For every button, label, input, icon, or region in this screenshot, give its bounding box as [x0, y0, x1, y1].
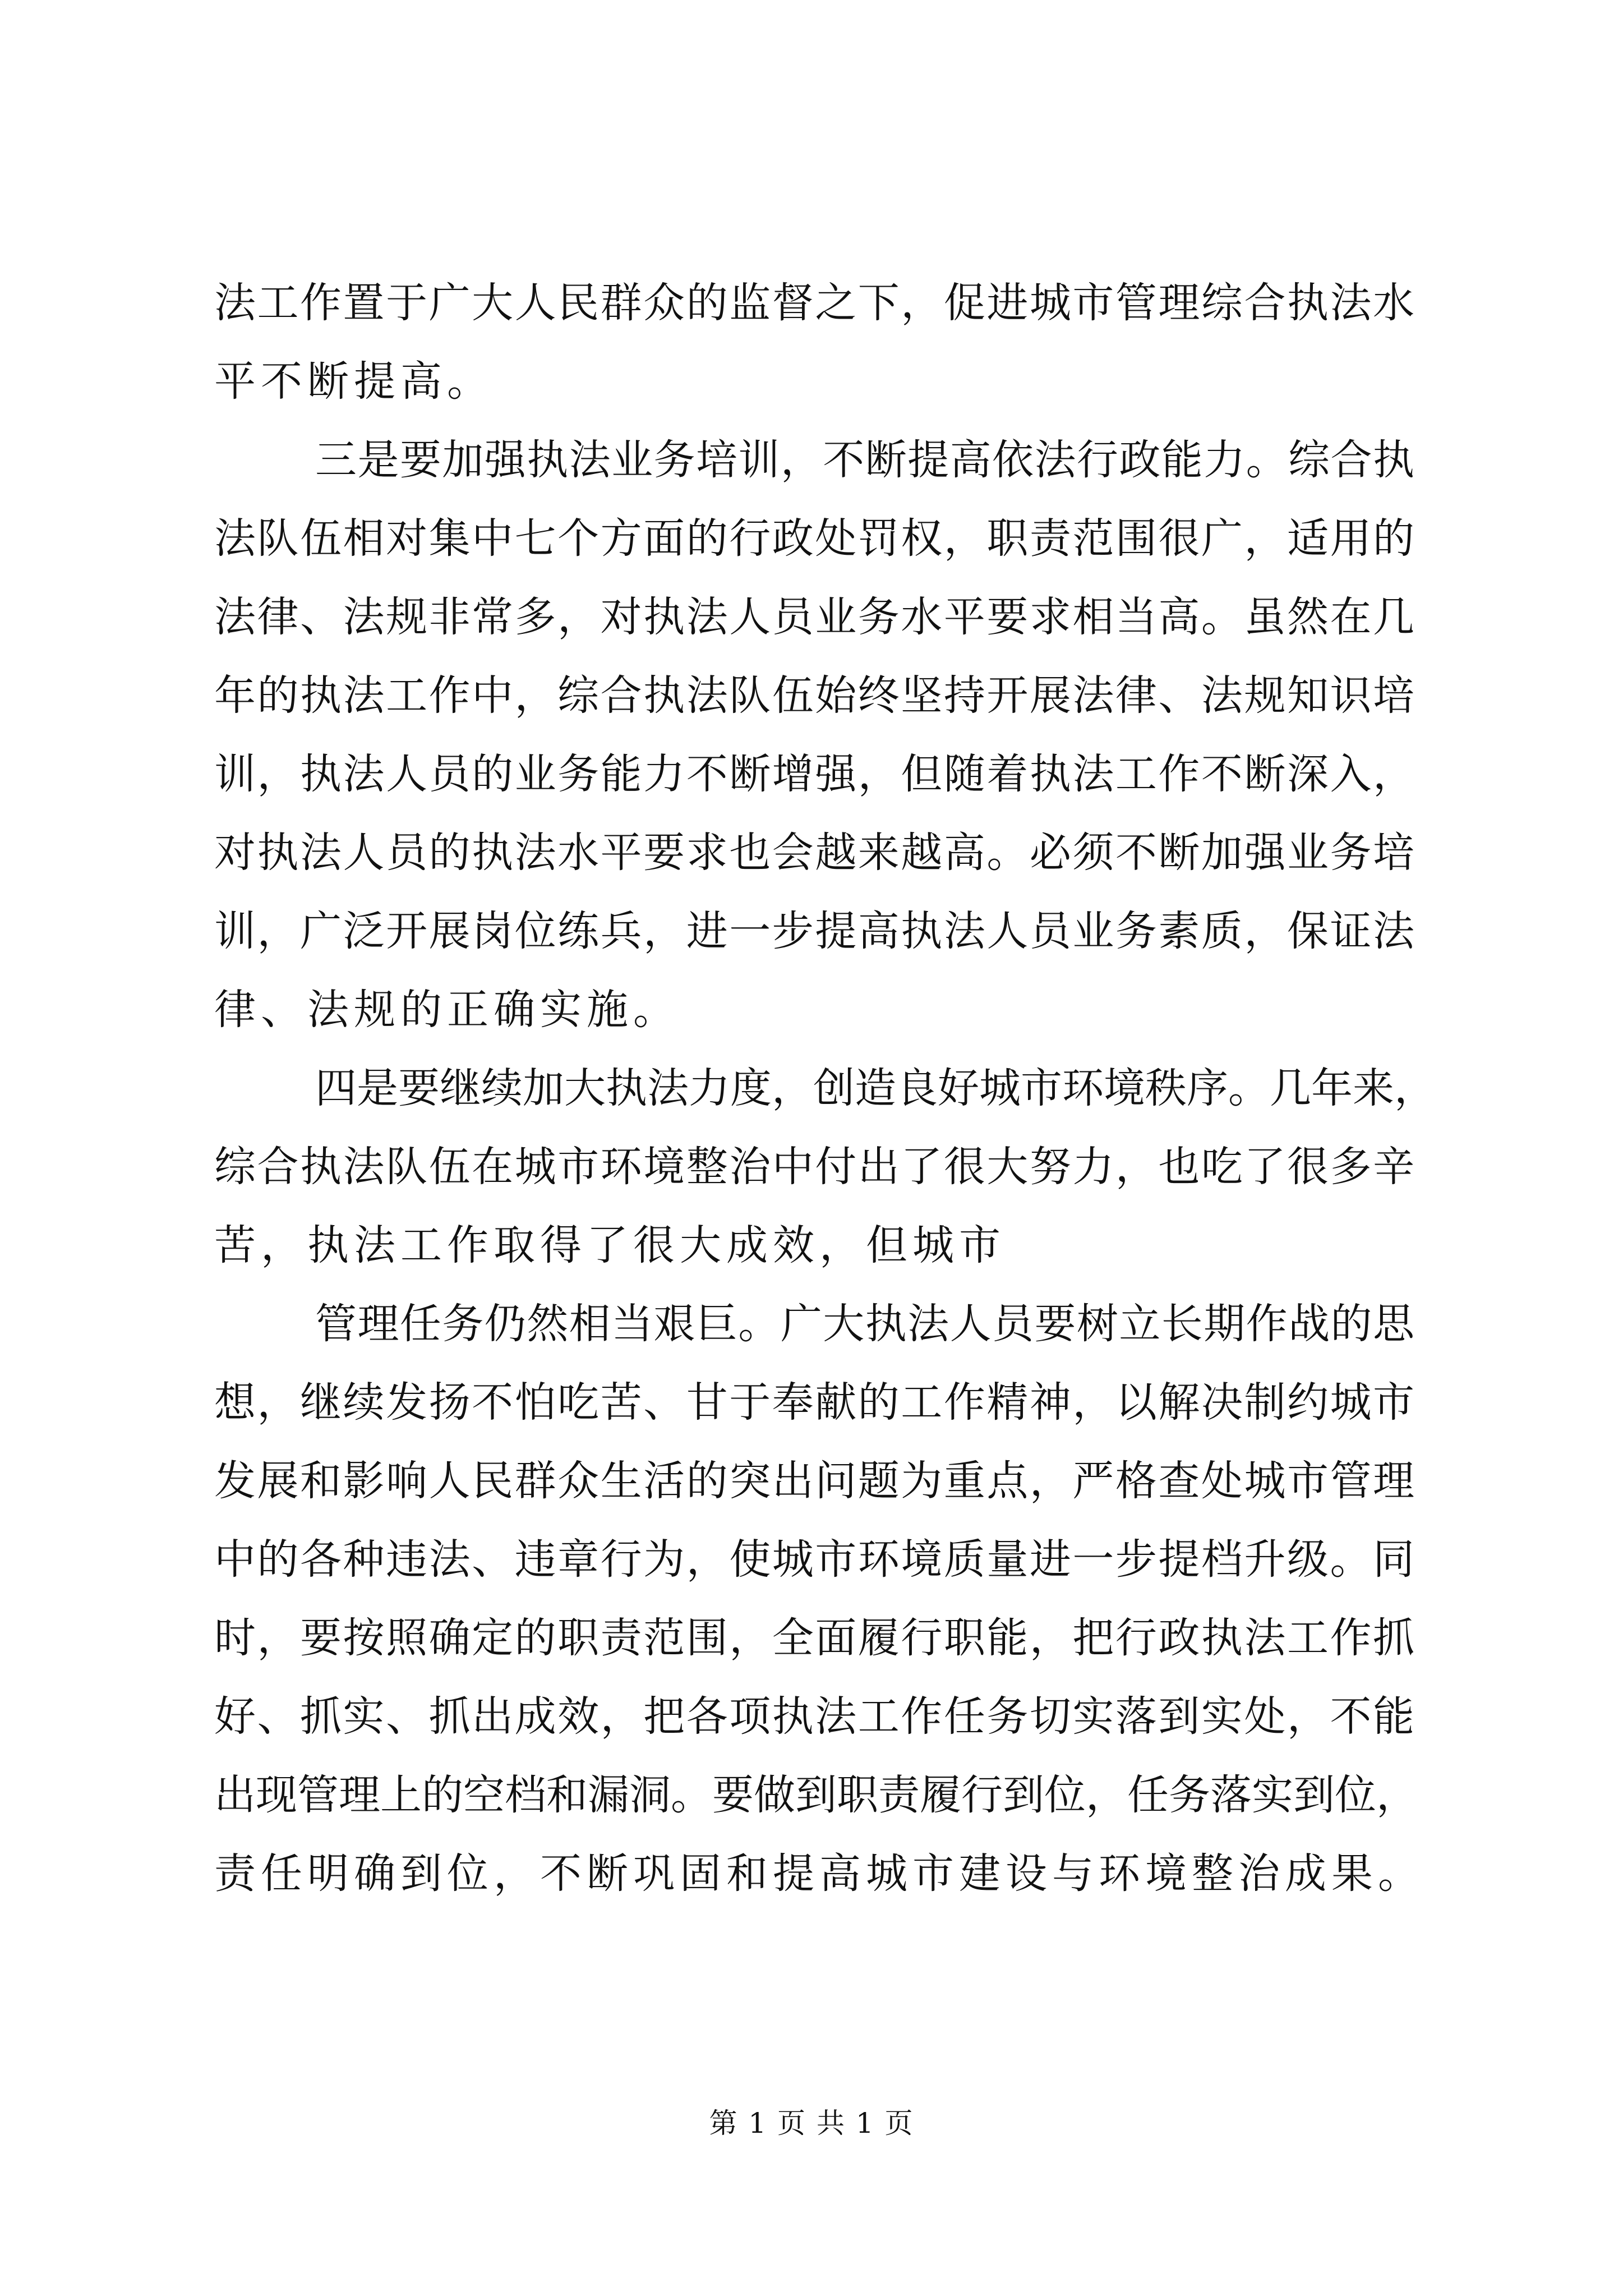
- text-line: 三是要加强执法业务培训，不断提高依法行政能力。综合执: [315, 436, 1414, 484]
- text-line: 责任明确到位，不断巩固和提高城市建设与环境整治成果。: [214, 1849, 1424, 1898]
- text-line: 好、抓实、抓出成效，把各项执法工作任务切实落到实处，不能: [214, 1692, 1414, 1741]
- text-line: 法律、法规非常多，对执法人员业务水平要求相当高。虽然在几: [214, 593, 1414, 641]
- text-line: 对执法人员的执法水平要求也会越来越高。必须不断加强业务培: [214, 829, 1414, 877]
- text-line: 管理任务仍然相当艰巨。广大执法人员要树立长期作战的思: [315, 1300, 1414, 1348]
- text-line: 律、法规的正确实施。: [214, 986, 680, 1034]
- text-line: 时，要按照确定的职责范围，全面履行职能，把行政执法工作抓: [214, 1614, 1414, 1662]
- text-line: 平不断提高。: [214, 357, 494, 406]
- text-line: 年的执法工作中，综合执法队伍始终坚持开展法律、法规知识培: [214, 671, 1414, 720]
- text-line: 想，继续发扬不怕吃苦、甘于奉献的工作精神，以解决制约城市: [214, 1378, 1414, 1427]
- text-line: 中的各种违法、违章行为，使城市环境质量进一步提档升级。同: [214, 1535, 1414, 1584]
- text-line: 法队伍相对集中七个方面的行政处罚权，职责范围很广，适用的: [214, 514, 1414, 563]
- text-line: 苦，执法工作取得了很大成效，但城市: [214, 1221, 1006, 1269]
- body-text: [214, 264, 1436, 1913]
- text-line: 发展和影响人民群众生活的突出问题为重点，严格查处城市管理: [214, 1457, 1414, 1505]
- text-line: 综合执法队伍在城市环境整治中付出了很大努力，也吃了很多辛: [214, 1143, 1414, 1191]
- text-line: 训，广泛开展岗位练兵，进一步提高执法人员业务素质，保证法: [214, 907, 1414, 955]
- text-line: 四是要继续加大执法力度，创造良好城市环境秩序。几年来，: [315, 1064, 1436, 1112]
- text-line: 出现管理上的空档和漏洞。要做到职责履行到位，任务落实到位，: [214, 1771, 1418, 1819]
- text-line: 训，执法人员的业务能力不断增强，但随着执法工作不断深入，: [214, 750, 1414, 798]
- page-number-footer: 第 1 页 共 1 页: [709, 2107, 914, 2139]
- text-line: 法工作置于广大人民群众的监督之下，促进城市管理综合执法水: [214, 279, 1414, 327]
